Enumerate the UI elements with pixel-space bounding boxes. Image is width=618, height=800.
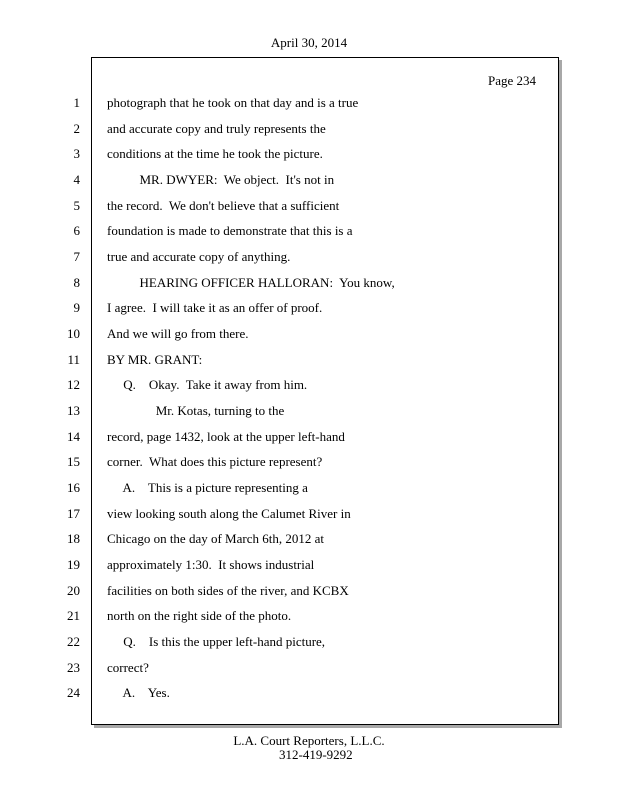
line-number: 16 [67,480,80,495]
line-number: 6 [73,223,80,238]
line-number: 2 [73,121,80,136]
transcript-date: April 30, 2014 [270,35,348,50]
transcript-line: photograph that he took on that day and is a true [107,95,359,110]
line-number: 15 [67,454,80,469]
line-number: 24 [67,685,80,700]
transcript-line: Q. Is this the upper left-hand picture, [107,634,326,649]
line-number: 13 [67,403,80,418]
transcript-line: Chicago on the day of March 6th, 2012 at [107,531,324,546]
line-number: 7 [73,249,80,264]
line-number: 14 [67,429,80,444]
transcript-line: north on the right side of the photo. [107,608,292,623]
line-number: 19 [67,557,80,572]
transcript-line: approximately 1:30. It shows industrial [107,557,315,572]
transcript-line: true and accurate copy of anything. [107,249,291,264]
line-number: 18 [67,531,80,546]
line-number: 20 [67,583,80,598]
line-number: 22 [67,634,80,649]
transcript-line: HEARING OFFICER HALLORAN: You know, [107,275,395,290]
transcript-line: and accurate copy and truly represents the [107,121,326,136]
transcript-line: the record. We don't believe that a sufficient [107,198,340,213]
transcript-line: MR. DWYER: We object. It's not in [107,172,335,187]
line-number: 21 [67,608,80,623]
transcript-line: corner. What does this picture represent? [107,454,323,469]
line-number: 11 [67,352,80,367]
court-reporter-phone: 312-419-9292 [279,747,353,762]
transcript-line: record, page 1432, look at the upper left-hand [107,429,345,444]
line-number: 3 [73,146,80,161]
line-number: 12 [67,377,80,392]
transcript-line: conditions at the time he took the picture. [107,146,323,161]
line-number: 23 [67,660,80,675]
transcript-line: A. Yes. [107,685,170,700]
transcript-line: facilities on both sides of the river, and KCBX [107,583,349,598]
transcript-line: And we will go from there. [107,326,249,341]
page-number: Page 234 [487,73,536,88]
transcript-line: foundation is made to demonstrate that this is a [107,223,353,238]
transcript-line: correct? [107,660,149,675]
transcript-line: BY MR. GRANT: [107,352,203,367]
line-number: 4 [73,172,80,187]
transcript-line: A. This is a picture representing a [107,480,308,495]
line-number: 10 [67,326,80,341]
line-number: 1 [73,95,80,110]
line-number: 9 [73,300,80,315]
line-number: 5 [73,198,80,213]
line-number: 17 [67,506,80,521]
transcript-line: view looking south along the Calumet River in [107,506,351,521]
transcript-line: I agree. I will take it as an offer of proof. [107,300,323,315]
transcript-line: Q. Okay. Take it away from him. [107,377,308,392]
transcript-line: Mr. Kotas, turning to the [107,403,285,418]
line-number: 8 [73,275,80,290]
court-reporter-name: L.A. Court Reporters, L.L.C. [233,733,385,748]
